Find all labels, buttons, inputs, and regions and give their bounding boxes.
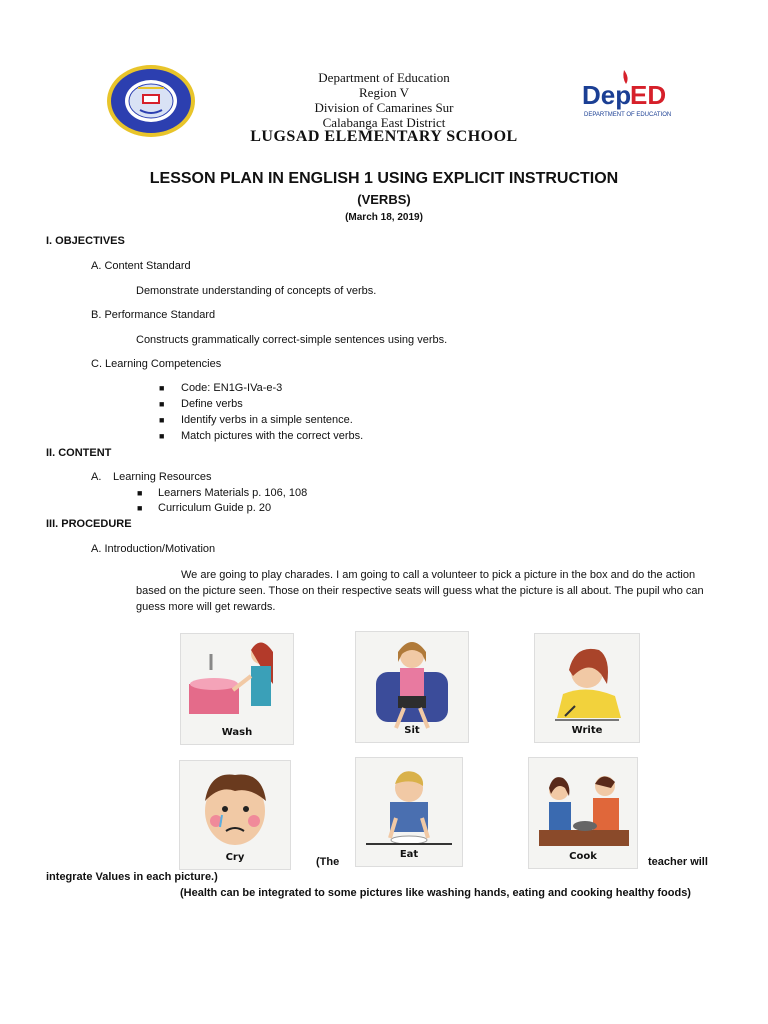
intro-label: A. Introduction/Motivation (91, 543, 216, 555)
picture-caption: Write (571, 725, 603, 736)
bullet-icon: ■ (159, 415, 165, 425)
picture-caption: Sit (404, 725, 420, 736)
performance-standard-label: B. Performance Standard (91, 309, 216, 321)
svg-text:DEPARTMENT OF EDUCATION: DEPARTMENT OF EDUCATION (584, 112, 672, 118)
bullet-icon: ■ (159, 399, 165, 409)
bullet-icon: ■ (137, 488, 143, 498)
procedure-heading: III. PROCEDURE (46, 518, 132, 530)
resource-item: Learners Materials p. 106, 108 (158, 487, 308, 499)
competency-item: Match pictures with the correct verbs. (181, 430, 364, 442)
values-note-continued: integrate Values in each picture.) (46, 871, 218, 883)
competencies-label: C. Learning Competencies (91, 358, 222, 370)
svg-text:ED: ED (630, 80, 667, 110)
picture-sit (355, 631, 469, 743)
picture-caption: Eat (399, 849, 419, 860)
picture-caption: Cry (225, 852, 245, 863)
header-line-department: Department of Education (318, 70, 450, 85)
content-standard-label: A. Content Standard (91, 260, 191, 272)
health-note: (Health can be integrated to some pictures like washing hands, eating and cooking healthy foods) (180, 887, 691, 899)
bullet-icon: ■ (159, 383, 165, 393)
competency-item: Identify verbs in a simple sentence. (181, 414, 353, 426)
picture-write (534, 633, 640, 743)
header-line-division: Division of Camarines Sur (314, 100, 454, 115)
performance-standard-text: Constructs grammatically correct-simple sentences using verbs. (136, 334, 448, 346)
bullet-icon: ■ (159, 431, 165, 441)
resources-label: Learning Resources (113, 471, 212, 483)
competency-item: Define verbs (181, 398, 243, 410)
lesson-subtitle: (VERBS) (357, 192, 411, 207)
svg-text:Dep: Dep (582, 80, 632, 110)
picture-caption: Cook (569, 851, 597, 862)
picture-cook (528, 757, 638, 869)
intro-paragraph: We are going to play charades. I am going to call a volunteer to pick a picture in the box and do the action based on the picture seen. Those on their respective seats will guess what the picture is all about. The pupil who can guess more will get rewards. (136, 569, 704, 613)
values-note-end: teacher will (648, 856, 708, 868)
picture-eat (355, 757, 463, 867)
picture-wash (180, 633, 294, 745)
picture-cry (179, 760, 291, 870)
objectives-heading: I. OBJECTIVES (46, 235, 125, 247)
bullet-icon: ■ (137, 503, 143, 513)
competency-item: Code: EN1G-IVa-e-3 (181, 382, 283, 394)
lesson-date: (March 18, 2019) (345, 212, 423, 223)
header-line-region: Region V (359, 85, 409, 100)
header-line-district: Calabanga East District (322, 115, 446, 130)
content-standard-text: Demonstrate understanding of concepts of verbs. (136, 285, 377, 297)
content-heading: II. CONTENT (46, 447, 112, 459)
values-note-start: (The (316, 856, 340, 868)
lesson-title: LESSON PLAN IN ENGLISH 1 USING EXPLICIT INSTRUCTION (149, 170, 619, 187)
resources-letter: A. (91, 471, 102, 483)
resource-item: Curriculum Guide p. 20 (158, 502, 272, 514)
school-name: LUGSAD ELEMENTARY SCHOOL (250, 128, 518, 145)
picture-caption: Wash (221, 727, 253, 738)
